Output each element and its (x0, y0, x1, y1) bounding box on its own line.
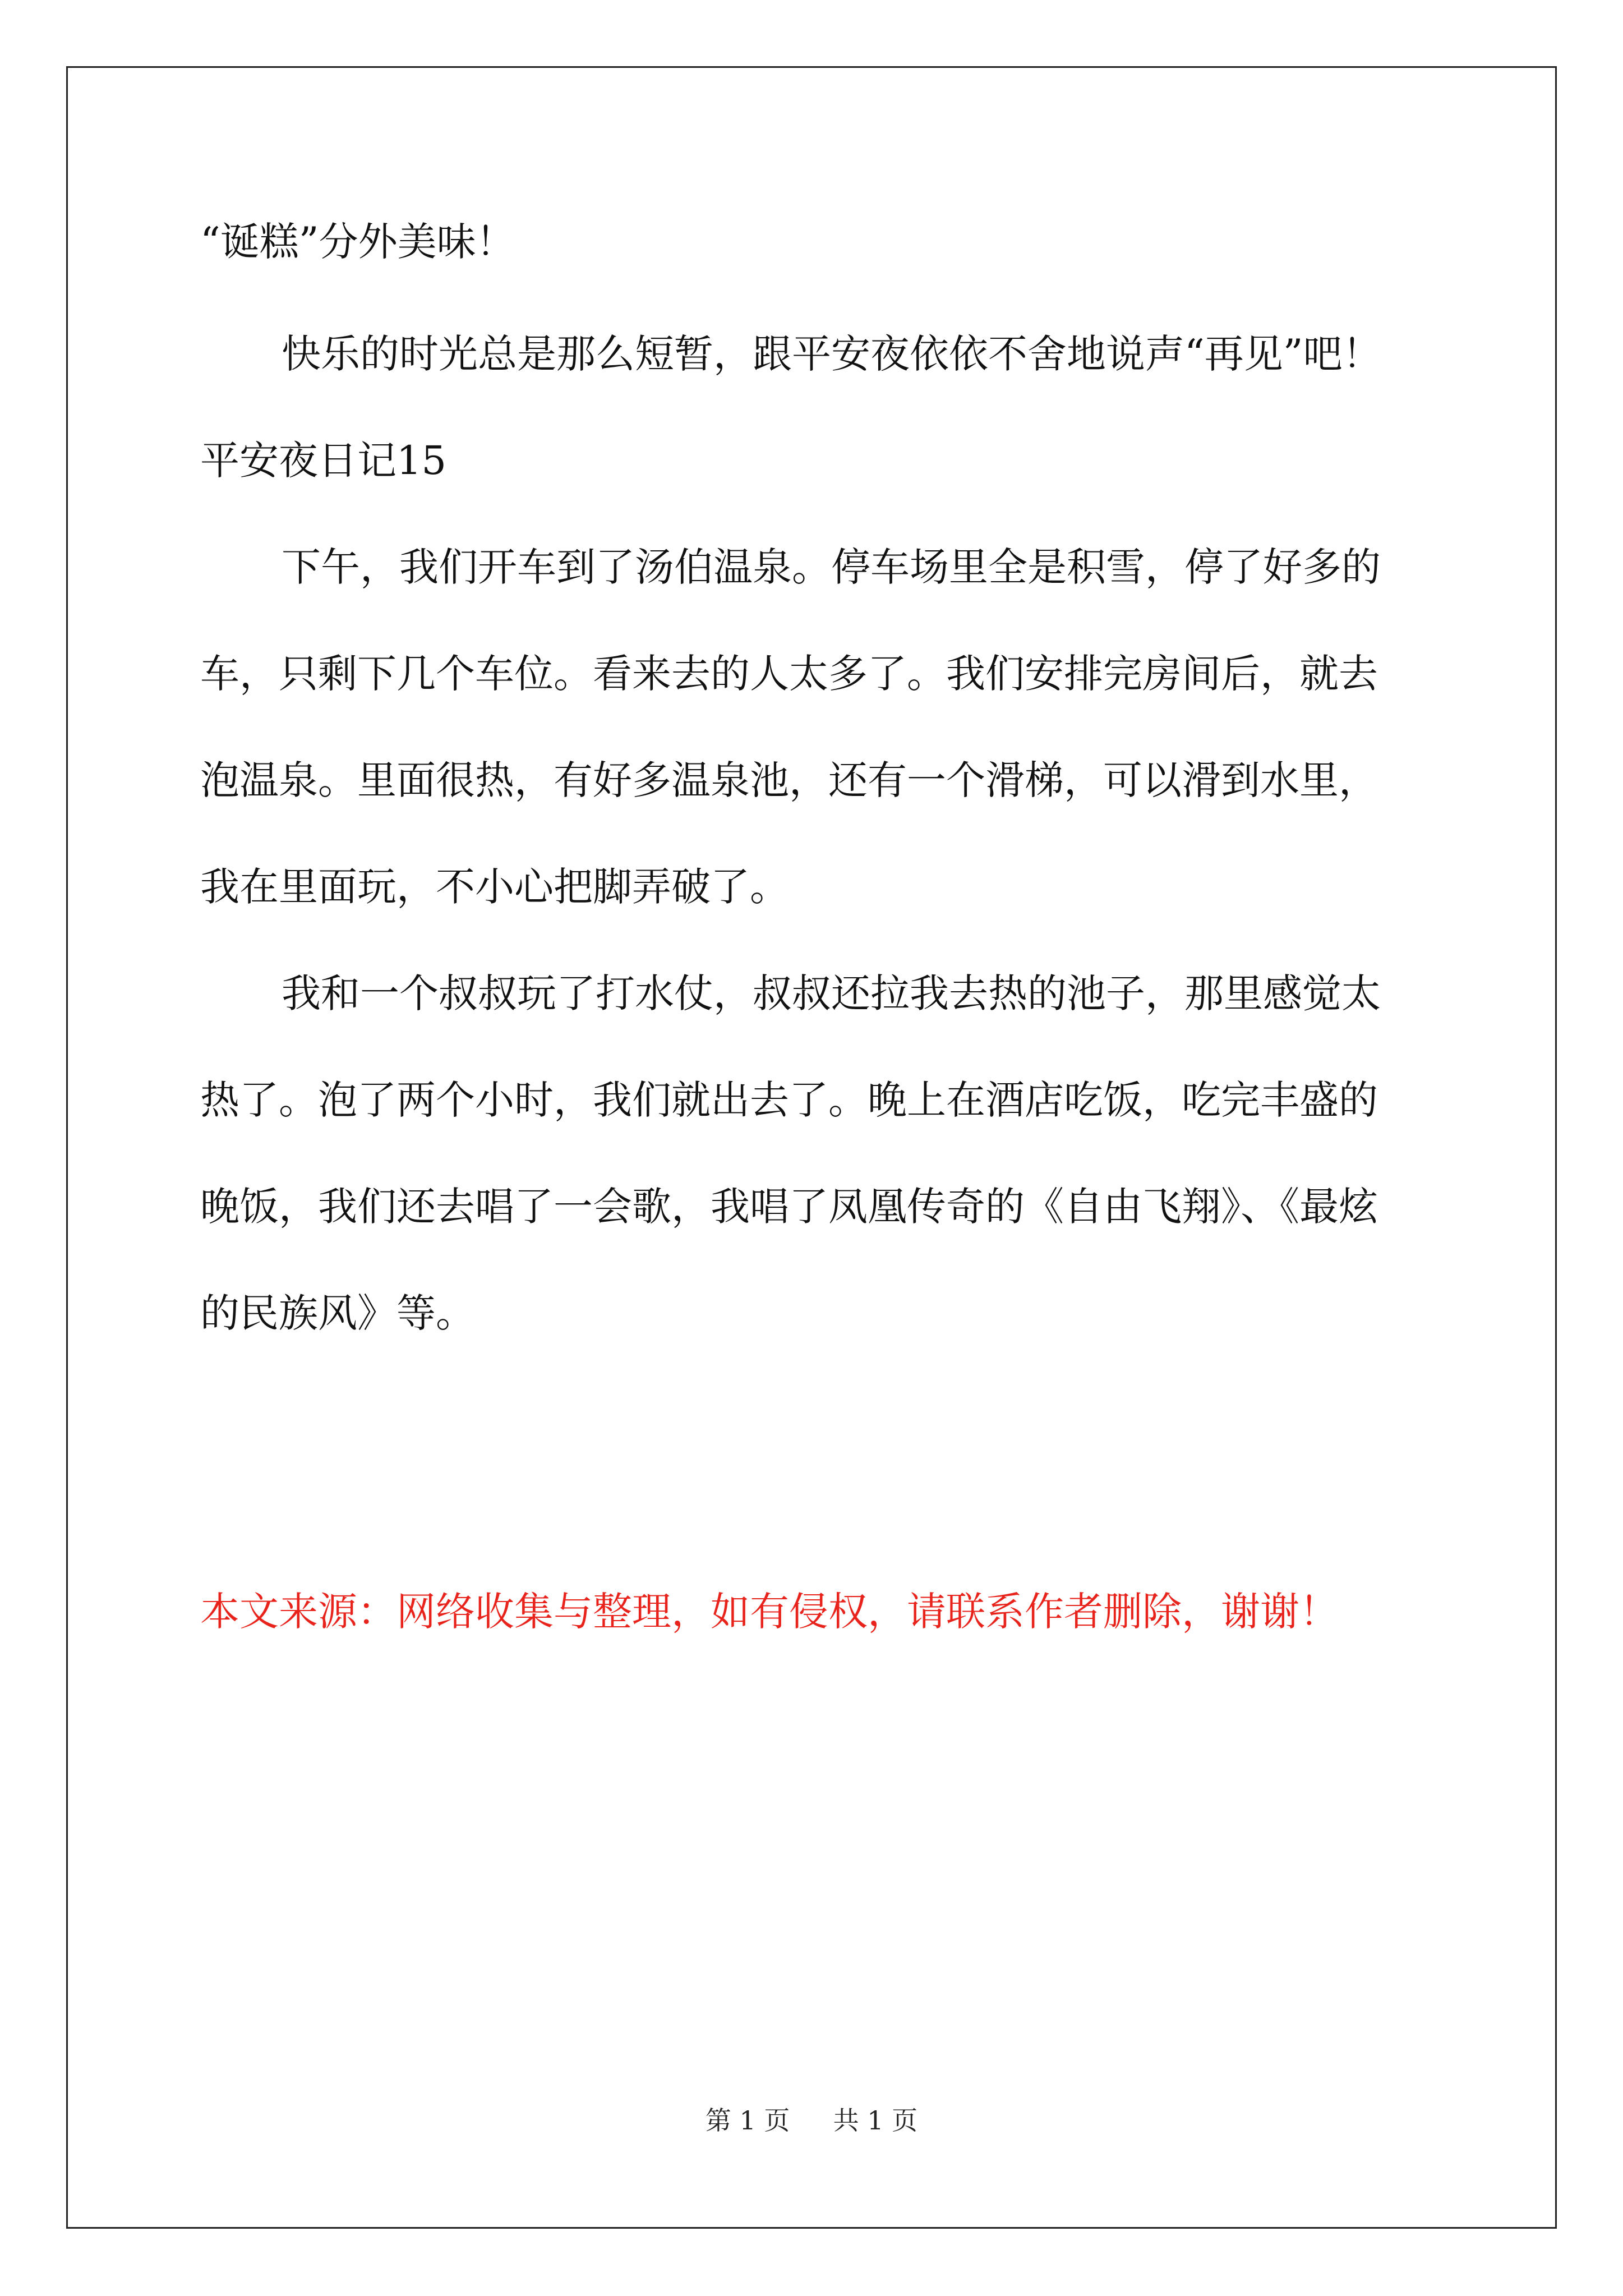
page-border (66, 66, 1557, 2229)
paragraph-line: 我在里面玩，不小心把脚弄破了。 (200, 864, 789, 910)
source-note: 本文来源：网络收集与整理，如有侵权，请联系作者删除，谢谢！ (200, 1589, 1339, 1635)
paragraph-line: 下午，我们开车到了汤伯温泉。停车场里全是积雪，停了好多的 (282, 544, 1381, 590)
paragraph-line: 泡温泉。里面很热，有好多温泉池，还有一个滑梯，可以滑到水里， (200, 757, 1378, 803)
paragraph-line: 的民族风》等。 (200, 1290, 475, 1336)
page-number: 第 1 页 (705, 2105, 790, 2136)
paragraph-line: 车，只剩下几个车位。看来去的人太多了。我们安排完房间后，就去 (200, 651, 1378, 697)
paragraph-line: “诞糕”分外美味！ (200, 219, 515, 265)
paragraph-line: 我和一个叔叔玩了打水仗，叔叔还拉我去热的池子，那里感觉太 (282, 970, 1381, 1016)
paragraph-line: 热了。泡了两个小时，我们就出去了。晚上在酒店吃饭，吃完丰盛的 (200, 1077, 1378, 1123)
page-total: 共 1 页 (833, 2105, 918, 2136)
paragraph-line: 晚饭，我们还去唱了一会歌，我唱了凤凰传奇的《自由飞翔》、《最炫 (200, 1184, 1378, 1230)
section-title: 平安夜日记15 (200, 438, 447, 484)
paragraph-line: 快乐的时光总是那么短暂，跟平安夜依依不舍地说声“再见”吧！ (282, 331, 1382, 377)
page-footer (0, 2105, 1623, 2136)
